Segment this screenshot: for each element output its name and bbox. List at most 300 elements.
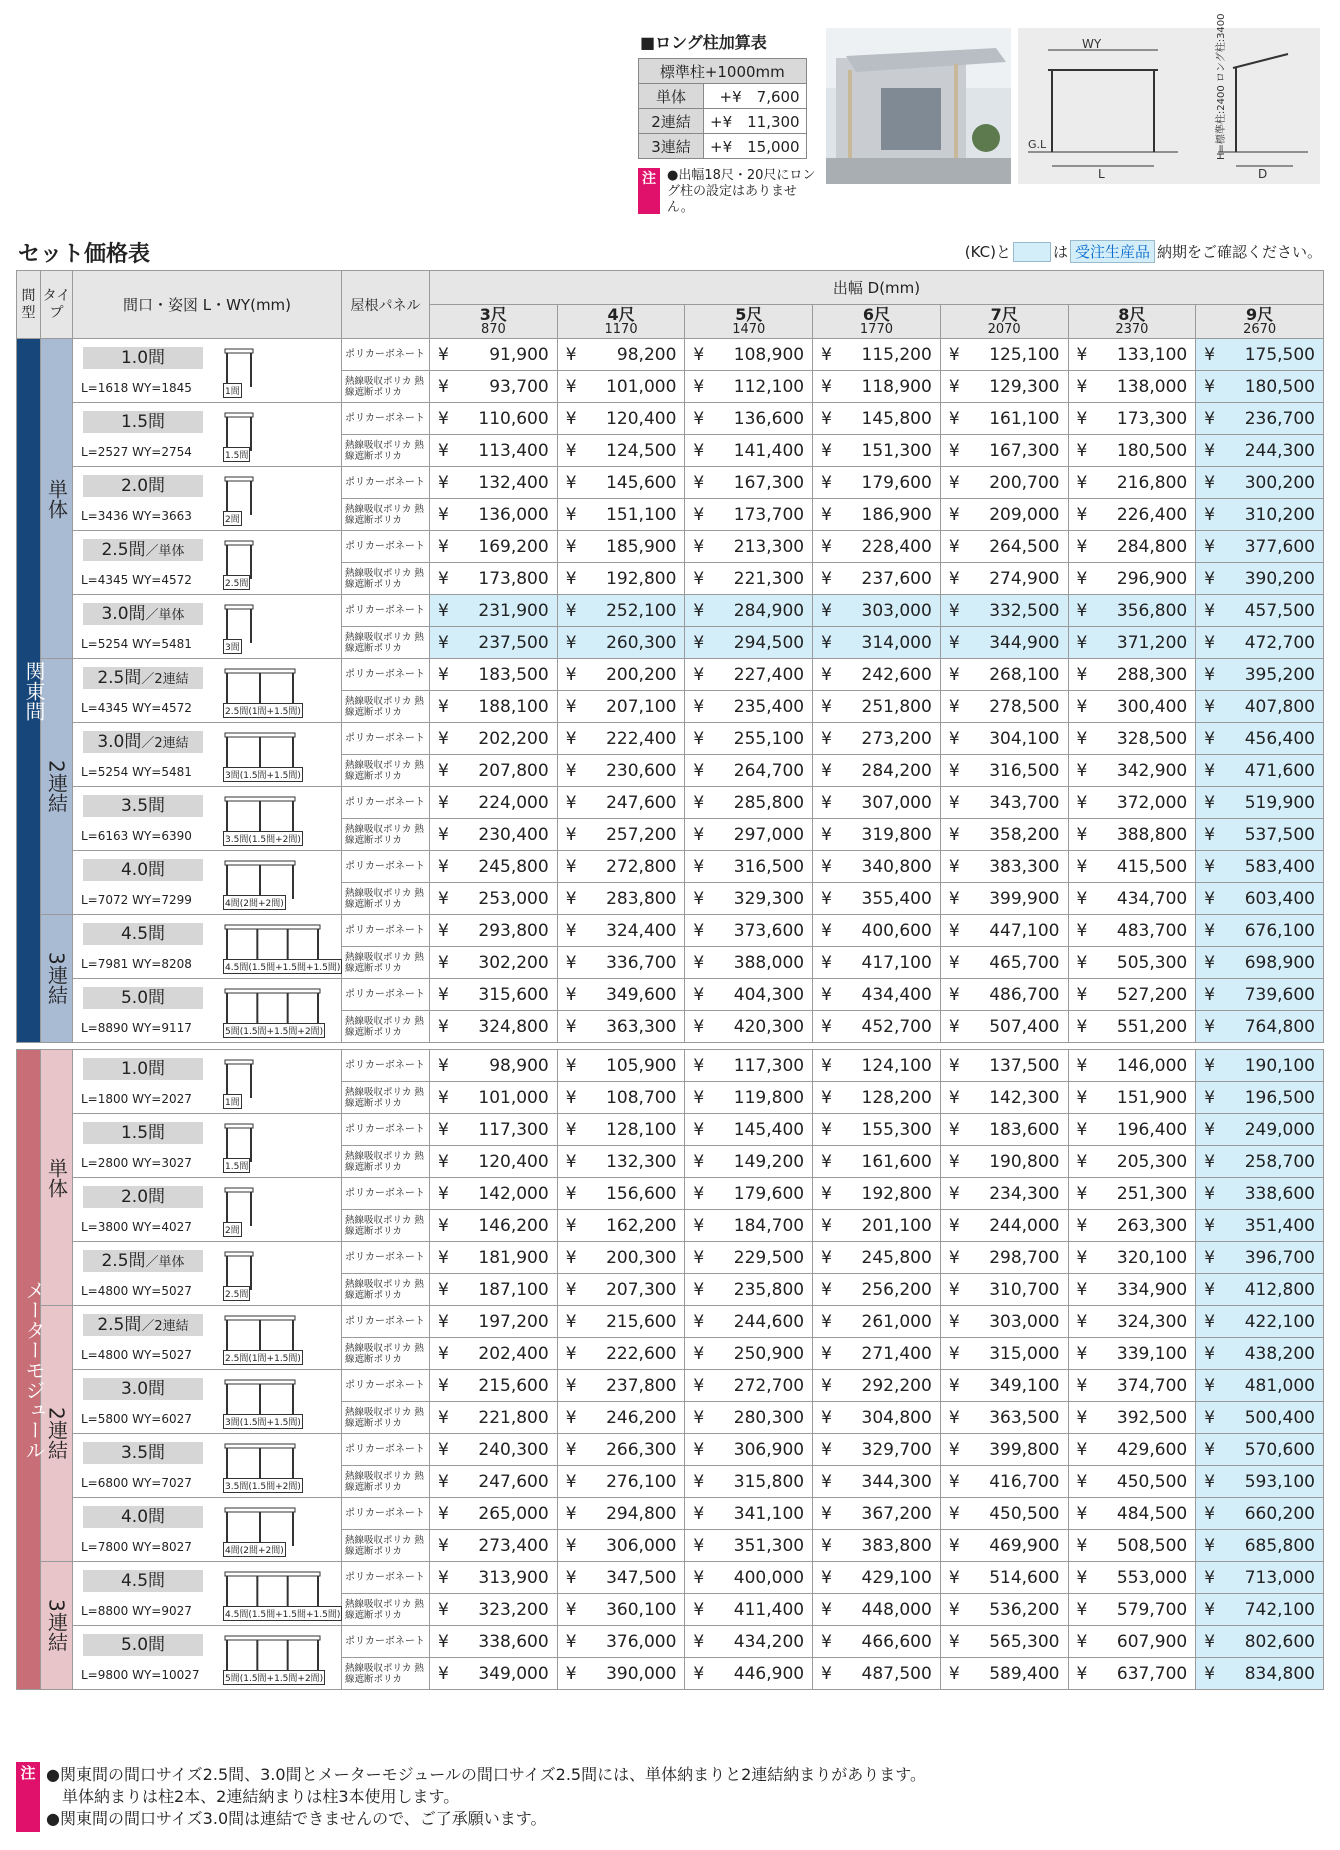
yen-sign: ¥ — [565, 1663, 577, 1684]
price-cell — [557, 1530, 685, 1562]
bay-tag: 2.5間 — [223, 575, 250, 590]
price-value: 637,700 — [1116, 1663, 1188, 1684]
size-dims: L=3436 WY=3663 — [81, 509, 192, 523]
yen-sign: ¥ — [438, 1375, 449, 1396]
lp-value: +¥ 11,300 — [704, 109, 807, 134]
price-value: 101,000 — [606, 376, 677, 397]
price-cell — [1068, 1306, 1196, 1338]
price-cell — [557, 1210, 685, 1242]
price-cell — [1196, 1562, 1324, 1594]
price-cell — [940, 1050, 1068, 1082]
price-cell — [940, 1530, 1068, 1562]
yen-sign: ¥ — [1076, 1343, 1088, 1364]
panel-type: ポリカーボネート — [342, 1050, 430, 1082]
price-cell — [813, 1338, 941, 1370]
yen-sign: ¥ — [1204, 792, 1216, 813]
price-cell — [685, 1338, 813, 1370]
yen-sign: ¥ — [565, 728, 577, 749]
price-cell — [685, 1011, 813, 1043]
price-value: 579,700 — [1116, 1599, 1188, 1620]
yen-sign: ¥ — [693, 1503, 705, 1524]
price-value: 329,300 — [733, 888, 805, 909]
price-value: 500,400 — [1244, 1407, 1315, 1428]
yen-sign: ¥ — [948, 1471, 960, 1492]
price-cell — [813, 1050, 941, 1082]
price-cell — [940, 1658, 1068, 1690]
yen-sign: ¥ — [565, 696, 577, 717]
yen-sign: ¥ — [1204, 664, 1216, 685]
yen-sign: ¥ — [438, 952, 449, 973]
type-name: 3連結 — [44, 1599, 69, 1652]
price-value: 167,300 — [733, 472, 805, 493]
legend — [965, 240, 1322, 263]
yen-sign: ¥ — [693, 1535, 705, 1556]
yen-sign: ¥ — [693, 600, 705, 621]
yen-sign: ¥ — [565, 1599, 577, 1620]
yen-sign: ¥ — [948, 1343, 960, 1364]
yen-sign: ¥ — [1204, 1151, 1216, 1172]
price-cell — [940, 435, 1068, 467]
price-cell — [685, 1402, 813, 1434]
price-cell — [940, 1562, 1068, 1594]
yen-sign: ¥ — [693, 1471, 705, 1492]
depth-mm: 2670 — [1243, 321, 1277, 337]
price-value: 237,800 — [606, 1375, 677, 1396]
yen-sign: ¥ — [438, 984, 449, 1005]
yen-sign: ¥ — [1076, 1599, 1088, 1620]
size-dims: L=1800 WY=2027 — [81, 1092, 192, 1106]
price-value: 469,900 — [989, 1535, 1060, 1556]
yen-sign: ¥ — [821, 1215, 832, 1236]
price-value: 374,700 — [1116, 1375, 1188, 1396]
panel-type: 熱線吸収ポリカ 熱線遮断ポリカ — [342, 1530, 430, 1562]
price-value: 553,000 — [1116, 1567, 1188, 1588]
size-dims: L=7981 WY=8208 — [81, 957, 192, 971]
yen-sign: ¥ — [438, 696, 449, 717]
price-cell — [557, 1338, 685, 1370]
yen-sign: ¥ — [948, 1247, 960, 1268]
size-sub: ／単体 — [145, 608, 185, 623]
size-label — [83, 1378, 203, 1400]
yen-sign: ¥ — [1204, 1503, 1216, 1524]
price-cell — [1068, 883, 1196, 915]
yen-sign: ¥ — [948, 1439, 960, 1460]
price-cell — [430, 1626, 558, 1658]
price-cell — [1196, 1498, 1324, 1530]
price-cell — [813, 691, 941, 723]
price-value: 221,300 — [733, 568, 805, 589]
yen-sign: ¥ — [1204, 344, 1216, 365]
price-value: 486,700 — [989, 984, 1060, 1005]
legend-tag: 受注生産品 — [1070, 240, 1155, 263]
price-cell — [1068, 691, 1196, 723]
panel-type: ポリカーボネート — [342, 723, 430, 755]
price-cell — [813, 723, 941, 755]
size-main: 3.0間 — [97, 732, 142, 752]
yen-sign: ¥ — [693, 1567, 705, 1588]
price-cell — [557, 1370, 685, 1402]
size-main: 2.0間 — [120, 1187, 166, 1207]
depth-shaku: 8尺 — [1118, 304, 1146, 324]
price-cell — [430, 1210, 558, 1242]
yen-sign: ¥ — [1204, 1055, 1216, 1076]
price-cell — [430, 659, 558, 691]
price-value: 145,600 — [606, 472, 677, 493]
yen-sign: ¥ — [1204, 1535, 1216, 1556]
price-value: 187,100 — [478, 1279, 549, 1300]
yen-sign: ¥ — [438, 568, 449, 589]
size-main: 2.5間 — [101, 1251, 146, 1271]
price-cell — [430, 883, 558, 915]
price-cell — [1196, 979, 1324, 1011]
price-cell — [1068, 339, 1196, 371]
price-cell — [557, 1562, 685, 1594]
legend-suffix: 納期をご確認ください。 — [1156, 243, 1322, 261]
price-value: 438,200 — [1244, 1343, 1315, 1364]
size-cell — [73, 531, 342, 595]
yen-sign: ¥ — [1076, 984, 1088, 1005]
price-value: 179,600 — [733, 1183, 805, 1204]
price-cell — [1068, 659, 1196, 691]
price-cell — [813, 755, 941, 787]
yen-sign: ¥ — [565, 632, 577, 653]
bay-tag: 4間(2間+2間) — [223, 1542, 286, 1557]
yen-sign: ¥ — [1204, 472, 1216, 493]
yen-sign: ¥ — [948, 1567, 960, 1588]
price-cell — [813, 1498, 941, 1530]
price-cell — [813, 595, 941, 627]
price-value: 314,000 — [861, 632, 932, 653]
price-value: 457,500 — [1244, 600, 1315, 621]
yen-sign: ¥ — [565, 1055, 577, 1076]
price-value: 416,700 — [989, 1471, 1060, 1492]
bay-tag: 2.5間(1間+1.5間) — [223, 1350, 303, 1365]
price-value: 101,000 — [478, 1087, 549, 1108]
yen-sign: ¥ — [438, 1119, 449, 1140]
size-main: 2.5間 — [97, 668, 142, 688]
yen-sign: ¥ — [438, 1279, 449, 1300]
yen-sign: ¥ — [693, 1407, 705, 1428]
size-dims: L=1618 WY=1845 — [81, 381, 192, 395]
price-value: 316,500 — [733, 856, 805, 877]
yen-sign: ¥ — [1076, 1407, 1088, 1428]
price-value: 207,300 — [606, 1279, 677, 1300]
price-cell — [685, 1242, 813, 1274]
price-cell — [1196, 947, 1324, 979]
yen-sign: ¥ — [565, 344, 577, 365]
yen-sign: ¥ — [948, 1279, 960, 1300]
price-cell — [430, 1146, 558, 1178]
price-value: 764,800 — [1244, 1016, 1315, 1037]
section-title: セット価格表 — [18, 242, 151, 267]
panel-type: 熱線吸収ポリカ 熱線遮断ポリカ — [342, 691, 430, 723]
price-value: 142,300 — [989, 1087, 1060, 1108]
price-cell — [1068, 1242, 1196, 1274]
price-cell — [1196, 659, 1324, 691]
yen-sign: ¥ — [693, 1439, 705, 1460]
price-cell — [813, 467, 941, 499]
price-cell — [940, 787, 1068, 819]
price-cell — [1068, 403, 1196, 435]
yen-sign: ¥ — [693, 952, 705, 973]
price-cell — [940, 1626, 1068, 1658]
price-value: 376,000 — [606, 1631, 677, 1652]
price-cell — [685, 1306, 813, 1338]
yen-sign: ¥ — [1076, 728, 1088, 749]
size-dims: L=5254 WY=5481 — [81, 637, 192, 651]
size-main: 3.0間 — [120, 1379, 166, 1399]
price-value: 340,800 — [861, 856, 932, 877]
panel-type: ポリカーボネート — [342, 531, 430, 563]
panel-type: 熱線吸収ポリカ 熱線遮断ポリカ — [342, 755, 430, 787]
region-name: メーターモジュール — [22, 1279, 46, 1460]
price-cell — [813, 403, 941, 435]
price-value: 676,100 — [1244, 920, 1315, 941]
price-value: 235,800 — [733, 1279, 805, 1300]
col-type: 間型 — [17, 271, 41, 339]
yen-sign: ¥ — [948, 696, 960, 717]
price-value: 713,000 — [1244, 1567, 1315, 1588]
price-cell — [1068, 1658, 1196, 1690]
yen-sign: ¥ — [1204, 760, 1216, 781]
price-value: 216,800 — [1116, 472, 1188, 493]
size-sub: ／2連結 — [141, 1319, 189, 1334]
size-dims: L=5800 WY=6027 — [81, 1412, 192, 1426]
yen-sign: ¥ — [948, 408, 960, 429]
price-value: 447,100 — [989, 920, 1060, 941]
bay-tag: 3間 — [223, 639, 242, 654]
yen-sign: ¥ — [693, 1375, 705, 1396]
col-taip: タイプ — [41, 271, 73, 339]
yen-sign: ¥ — [821, 472, 832, 493]
yen-sign: ¥ — [693, 344, 705, 365]
price-value: 245,800 — [478, 856, 549, 877]
note-tag: 注 — [638, 168, 660, 214]
price-value: 536,200 — [989, 1599, 1060, 1620]
size-dims: L=4800 WY=5027 — [81, 1348, 192, 1362]
price-cell — [940, 1402, 1068, 1434]
table-row — [17, 659, 1324, 691]
price-value: 272,700 — [733, 1375, 805, 1396]
size-cell — [73, 659, 342, 723]
size-cell — [73, 1114, 342, 1178]
yen-sign: ¥ — [821, 1343, 832, 1364]
price-cell — [685, 819, 813, 851]
long-pillar-note: ●出幅18尺・20尺にロング柱の設定はありません。 — [667, 168, 816, 215]
yen-sign: ¥ — [693, 760, 705, 781]
price-cell — [813, 1594, 941, 1626]
price-value: 138,000 — [1116, 376, 1188, 397]
price-cell — [430, 723, 558, 755]
price-cell — [813, 1370, 941, 1402]
price-cell — [430, 691, 558, 723]
price-value: 245,800 — [861, 1247, 932, 1268]
yen-sign: ¥ — [948, 568, 960, 589]
price-value: 236,700 — [1244, 408, 1315, 429]
table-row — [17, 915, 1324, 947]
price-value: 390,200 — [1244, 568, 1315, 589]
price-value: 200,700 — [989, 472, 1060, 493]
price-value: 110,600 — [478, 408, 549, 429]
panel-type: 熱線吸収ポリカ 熱線遮断ポリカ — [342, 371, 430, 403]
yen-sign: ¥ — [948, 888, 960, 909]
yen-sign: ¥ — [1076, 440, 1088, 461]
price-cell — [1196, 1011, 1324, 1043]
yen-sign: ¥ — [1076, 1151, 1088, 1172]
yen-sign: ¥ — [948, 1055, 960, 1076]
panel-type: 熱線吸収ポリカ 熱線遮断ポリカ — [342, 563, 430, 595]
yen-sign: ¥ — [565, 1503, 577, 1524]
panel-type: 熱線吸収ポリカ 熱線遮断ポリカ — [342, 819, 430, 851]
price-cell — [685, 1146, 813, 1178]
price-cell — [813, 1658, 941, 1690]
yen-sign: ¥ — [948, 440, 960, 461]
bay-tag: 2.5間(1間+1.5間) — [223, 703, 303, 718]
type-name: 2連結 — [44, 760, 69, 813]
yen-sign: ¥ — [948, 792, 960, 813]
panel-type: 熱線吸収ポリカ 熱線遮断ポリカ — [342, 1082, 430, 1114]
price-value: 260,300 — [606, 632, 677, 653]
price-value: 313,900 — [478, 1567, 549, 1588]
price-value: 429,600 — [1116, 1439, 1188, 1460]
price-value: 145,400 — [733, 1119, 805, 1140]
price-value: 310,700 — [989, 1279, 1060, 1300]
price-value: 284,800 — [1116, 536, 1188, 557]
yen-sign: ¥ — [1076, 1279, 1088, 1300]
panel-type: 熱線吸収ポリカ 熱線遮断ポリカ — [342, 1274, 430, 1306]
price-cell — [1068, 755, 1196, 787]
size-sub: ／単体 — [145, 1255, 185, 1270]
depth-mm: 1170 — [604, 321, 638, 337]
yen-sign: ¥ — [948, 728, 960, 749]
size-cell — [73, 1370, 342, 1434]
table-row — [17, 467, 1324, 499]
price-cell — [685, 915, 813, 947]
price-value: 190,100 — [1244, 1055, 1315, 1076]
price-value: 251,800 — [861, 696, 932, 717]
size-main: 2.0間 — [120, 476, 166, 496]
price-value: 221,800 — [478, 1407, 549, 1428]
price-value: 185,900 — [606, 536, 677, 557]
price-cell — [813, 1274, 941, 1306]
price-cell — [1196, 1050, 1324, 1082]
yen-sign: ¥ — [948, 536, 960, 557]
yen-sign: ¥ — [821, 632, 832, 653]
price-value: 247,600 — [478, 1471, 549, 1492]
price-cell — [813, 787, 941, 819]
yen-sign: ¥ — [565, 472, 577, 493]
yen-sign: ¥ — [821, 1663, 832, 1684]
price-value: 685,800 — [1244, 1535, 1315, 1556]
yen-sign: ¥ — [821, 504, 832, 525]
size-cell — [73, 915, 342, 979]
price-value: 128,100 — [606, 1119, 677, 1140]
diagram-h: H=標準柱:2400 ロング柱:3400 — [1216, 13, 1227, 160]
price-value: 146,200 — [478, 1215, 549, 1236]
price-value: 244,000 — [989, 1215, 1060, 1236]
yen-sign: ¥ — [565, 1535, 577, 1556]
yen-sign: ¥ — [821, 1151, 832, 1172]
price-cell — [813, 947, 941, 979]
yen-sign: ¥ — [1204, 1279, 1216, 1300]
price-value: 404,300 — [733, 984, 805, 1005]
panel-type: 熱線吸収ポリカ 熱線遮断ポリカ — [342, 1011, 430, 1043]
yen-sign: ¥ — [693, 1055, 705, 1076]
yen-sign: ¥ — [693, 728, 705, 749]
size-label — [83, 539, 203, 561]
price-cell — [1196, 1370, 1324, 1402]
price-value: 196,400 — [1116, 1119, 1188, 1140]
yen-sign: ¥ — [693, 1311, 705, 1332]
price-cell — [940, 723, 1068, 755]
price-value: 249,000 — [1244, 1119, 1315, 1140]
price-value: 205,300 — [1116, 1151, 1188, 1172]
depth-col-4 — [940, 305, 1068, 339]
yen-sign: ¥ — [821, 1471, 832, 1492]
yen-sign: ¥ — [1204, 1087, 1216, 1108]
yen-sign: ¥ — [565, 1471, 577, 1492]
yen-sign: ¥ — [1076, 1311, 1088, 1332]
bay-tag: 1間 — [223, 383, 242, 398]
yen-sign: ¥ — [1204, 1599, 1216, 1620]
table-row — [17, 1562, 1324, 1594]
yen-sign: ¥ — [1076, 1087, 1088, 1108]
price-value: 124,500 — [606, 440, 677, 461]
yen-sign: ¥ — [1204, 1439, 1216, 1460]
price-table — [16, 270, 1324, 1690]
price-value: 237,500 — [478, 632, 549, 653]
price-cell — [430, 627, 558, 659]
price-value: 351,400 — [1244, 1215, 1315, 1236]
yen-sign: ¥ — [565, 600, 577, 621]
lp-label: 単体 — [639, 84, 704, 109]
price-value: 181,900 — [478, 1247, 549, 1268]
price-value: 244,300 — [1244, 440, 1315, 461]
yen-sign: ¥ — [693, 1247, 705, 1268]
size-dims: L=3800 WY=4027 — [81, 1220, 192, 1234]
bay-tag: 4間(2間+2間) — [223, 895, 286, 910]
price-cell — [813, 1306, 941, 1338]
price-value: 222,400 — [606, 728, 677, 749]
price-value: 446,900 — [733, 1663, 805, 1684]
price-cell — [1068, 851, 1196, 883]
price-value: 306,900 — [733, 1439, 805, 1460]
price-value: 180,500 — [1116, 440, 1188, 461]
yen-sign: ¥ — [693, 1215, 705, 1236]
depth-col-3 — [813, 305, 941, 339]
price-value: 201,100 — [861, 1215, 932, 1236]
price-value: 349,100 — [989, 1375, 1060, 1396]
yen-sign: ¥ — [1204, 536, 1216, 557]
col-size: 間口・姿図 L・WY(mm) — [73, 271, 342, 339]
yen-sign: ¥ — [1204, 408, 1216, 429]
price-value: 303,000 — [989, 1311, 1060, 1332]
price-value: 115,200 — [861, 344, 932, 365]
price-cell — [685, 659, 813, 691]
price-cell — [685, 563, 813, 595]
region-label — [17, 1050, 46, 1690]
price-value: 373,600 — [733, 920, 805, 941]
price-cell — [557, 627, 685, 659]
yen-sign: ¥ — [1076, 1663, 1088, 1684]
price-cell — [1196, 371, 1324, 403]
size-dims: L=2800 WY=3027 — [81, 1156, 192, 1170]
panel-type: 熱線吸収ポリカ 熱線遮断ポリカ — [342, 1146, 430, 1178]
price-value: 507,400 — [989, 1016, 1060, 1037]
price-cell — [1068, 627, 1196, 659]
price-value: 739,600 — [1244, 984, 1315, 1005]
price-value: 300,200 — [1244, 472, 1315, 493]
